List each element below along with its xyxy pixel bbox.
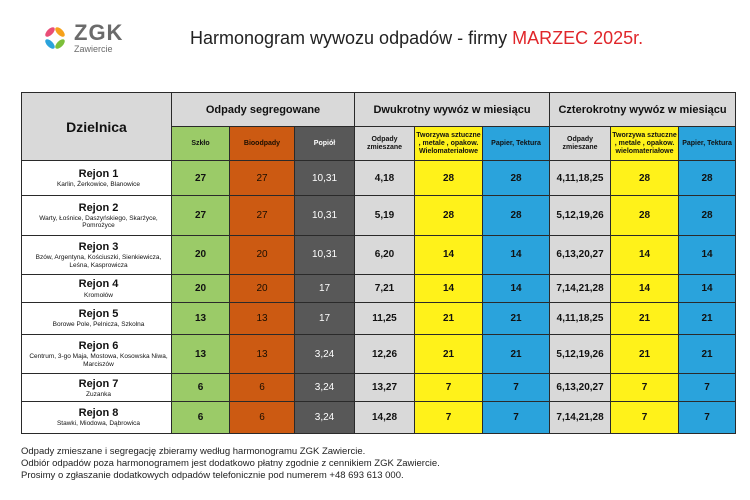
date-cell-mixed2: 13,27 (355, 374, 415, 402)
date-cell-ash: 10,31 (295, 196, 355, 235)
region-name: Rejon 7 (78, 377, 119, 390)
date-cell-paper4: 7 (679, 374, 736, 402)
date-cell-plast4: 7 (611, 374, 679, 402)
date-cell-bio: 13 (230, 334, 295, 373)
date-cell-glass: 20 (172, 275, 230, 303)
date-cell-ash: 17 (295, 302, 355, 334)
date-cell-mixed2: 14,28 (355, 401, 415, 433)
table-row (22, 275, 736, 303)
date-cell-bio: 20 (230, 235, 295, 274)
bio-header: Bioodpady (230, 127, 295, 161)
region-streets: Borowe Pole, Pelnicza, Szkolna (52, 321, 145, 329)
date-cell-glass: 20 (172, 235, 230, 274)
region-cell (22, 401, 172, 433)
date-cell-plast2: 7 (415, 374, 483, 402)
date-cell-mixed2: 12,26 (355, 334, 415, 373)
date-cell-ash: 3,24 (295, 374, 355, 402)
region-name: Rejon 4 (78, 278, 119, 291)
date-cell-plast4: 28 (611, 196, 679, 235)
date-cell-mixed2: 11,25 (355, 302, 415, 334)
leaf-logo-icon (40, 23, 70, 53)
date-cell-mixed4: 7,14,21,28 (550, 275, 611, 303)
date-cell-plast2: 14 (415, 275, 483, 303)
title-prefix: Harmonogram wywozu odpadów - firmy (190, 28, 513, 48)
date-cell-paper4: 7 (679, 401, 736, 433)
date-cell-plast2: 28 (415, 196, 483, 235)
date-cell-ash: 10,31 (295, 161, 355, 196)
footer-line-2: Odbiór odpadów poza harmonogramem jest dodatkowo płatny zgodnie z cennikiem ZGK Zawiercie. (21, 458, 440, 469)
date-cell-ash: 17 (295, 275, 355, 303)
date-cell-glass: 27 (172, 161, 230, 196)
date-cell-plast4: 21 (611, 334, 679, 373)
region-streets: Centrum, 3-go Maja, Mostowa, Kosowska Niwa, Marciszów (29, 353, 168, 368)
region-name: Rejon 5 (78, 308, 119, 321)
date-cell-paper2: 7 (483, 401, 550, 433)
date-cell-plast2: 21 (415, 334, 483, 373)
table-row (22, 235, 736, 274)
region-cell (22, 161, 172, 196)
district-header: Dzielnica (22, 93, 172, 161)
title-month: MARZEC 2025r. (512, 28, 644, 48)
footer-line-3: Prosimy o zgłaszanie dodatkowych odpadów telefonicznie pod numerem +48 693 613 000. (21, 470, 404, 481)
zgk-logo (40, 22, 123, 54)
date-cell-bio: 20 (230, 275, 295, 303)
region-streets: Zuzanka (86, 390, 111, 398)
region-name: Rejon 8 (78, 407, 119, 420)
date-cell-paper2: 14 (483, 275, 550, 303)
ash-header: Popiół (295, 127, 355, 161)
region-cell (22, 302, 172, 334)
plastics-header-2: Tworzywa sztuczne , metale , opakow. Wielomateriałowe (415, 127, 483, 161)
footer-line-1: Odpady zmieszane i segregację zbieramy według harmonogramu ZGK Zawiercie. (21, 446, 366, 457)
table-row (22, 334, 736, 373)
logo-text: ZGK (74, 20, 124, 45)
schedule-table (21, 92, 736, 434)
date-cell-paper4: 21 (679, 334, 736, 373)
footer-notes (21, 446, 440, 482)
date-cell-bio: 6 (230, 374, 295, 402)
twice-monthly-header: Dwukrotny wywóz w miesiącu (355, 93, 550, 127)
date-cell-mixed4: 7,14,21,28 (550, 401, 611, 433)
date-cell-paper2: 28 (483, 161, 550, 196)
table-row (22, 161, 736, 196)
date-cell-bio: 27 (230, 196, 295, 235)
region-name: Rejon 3 (78, 241, 119, 254)
glass-header: Szkło (172, 127, 230, 161)
date-cell-mixed4: 6,13,20,27 (550, 235, 611, 274)
date-cell-bio: 13 (230, 302, 295, 334)
date-cell-plast2: 7 (415, 401, 483, 433)
date-cell-bio: 6 (230, 401, 295, 433)
region-cell (22, 235, 172, 274)
date-cell-paper4: 28 (679, 196, 736, 235)
date-cell-bio: 27 (230, 161, 295, 196)
table-row (22, 302, 736, 334)
date-cell-mixed4: 4,11,18,25 (550, 161, 611, 196)
date-cell-glass: 6 (172, 401, 230, 433)
date-cell-ash: 3,24 (295, 401, 355, 433)
date-cell-glass: 13 (172, 334, 230, 373)
date-cell-plast2: 28 (415, 161, 483, 196)
date-cell-paper4: 14 (679, 235, 736, 274)
date-cell-mixed2: 5,19 (355, 196, 415, 235)
date-cell-glass: 6 (172, 374, 230, 402)
region-cell (22, 275, 172, 303)
date-cell-plast2: 14 (415, 235, 483, 274)
four-monthly-header: Czterokrotny wywóz w miesiącu (550, 93, 736, 127)
date-cell-paper2: 28 (483, 196, 550, 235)
region-cell (22, 334, 172, 373)
logo-subtext: Zawiercie (74, 44, 113, 54)
date-cell-paper2: 7 (483, 374, 550, 402)
date-cell-mixed2: 4,18 (355, 161, 415, 196)
date-cell-paper2: 21 (483, 334, 550, 373)
plastics-header-4: Tworzywa sztuczne , metale , opakow. wielomateriałowe (611, 127, 679, 161)
segregated-header: Odpady segregowane (172, 93, 355, 127)
date-cell-mixed4: 4,11,18,25 (550, 302, 611, 334)
date-cell-plast4: 21 (611, 302, 679, 334)
date-cell-ash: 10,31 (295, 235, 355, 274)
date-cell-paper2: 21 (483, 302, 550, 334)
region-cell (22, 196, 172, 235)
date-cell-mixed4: 5,12,19,26 (550, 196, 611, 235)
region-streets: Stawki, Miodowa, Dąbrowica (56, 420, 141, 428)
region-cell (22, 374, 172, 402)
mixed-header-2: Odpady zmieszane (355, 127, 415, 161)
region-streets: Karlin, Żerkowice, Blanowice (56, 181, 141, 189)
date-cell-glass: 27 (172, 196, 230, 235)
region-streets: Bzów, Argentyna, Kościuszki, Sienkiewicza, Leśna, Kasprowicza (35, 254, 162, 269)
date-cell-paper4: 28 (679, 161, 736, 196)
date-cell-plast4: 14 (611, 275, 679, 303)
region-streets: Kromołów (84, 291, 113, 299)
page-title (190, 28, 643, 49)
table-row (22, 374, 736, 402)
date-cell-plast4: 7 (611, 401, 679, 433)
date-cell-plast4: 28 (611, 161, 679, 196)
date-cell-mixed4: 5,12,19,26 (550, 334, 611, 373)
mixed-header-4: Odpady zmieszane (550, 127, 611, 161)
region-name: Rejon 1 (78, 168, 119, 181)
date-cell-glass: 13 (172, 302, 230, 334)
date-cell-paper4: 14 (679, 275, 736, 303)
paper-header-2: Papier, Tektura (483, 127, 550, 161)
table-row (22, 196, 736, 235)
date-cell-ash: 3,24 (295, 334, 355, 373)
region-name: Rejon 6 (78, 340, 119, 353)
region-name: Rejon 2 (78, 201, 119, 214)
table-row (22, 401, 736, 433)
date-cell-plast4: 14 (611, 235, 679, 274)
paper-header-4: Papier, Tektura (679, 127, 736, 161)
date-cell-paper2: 14 (483, 235, 550, 274)
date-cell-mixed2: 7,21 (355, 275, 415, 303)
date-cell-mixed2: 6,20 (355, 235, 415, 274)
date-cell-plast2: 21 (415, 302, 483, 334)
region-streets: Warty, Łośnice, Daszyńskiego, Skarżyce, Pomrożyce (39, 214, 158, 230)
date-cell-paper4: 21 (679, 302, 736, 334)
date-cell-mixed4: 6,13,20,27 (550, 374, 611, 402)
